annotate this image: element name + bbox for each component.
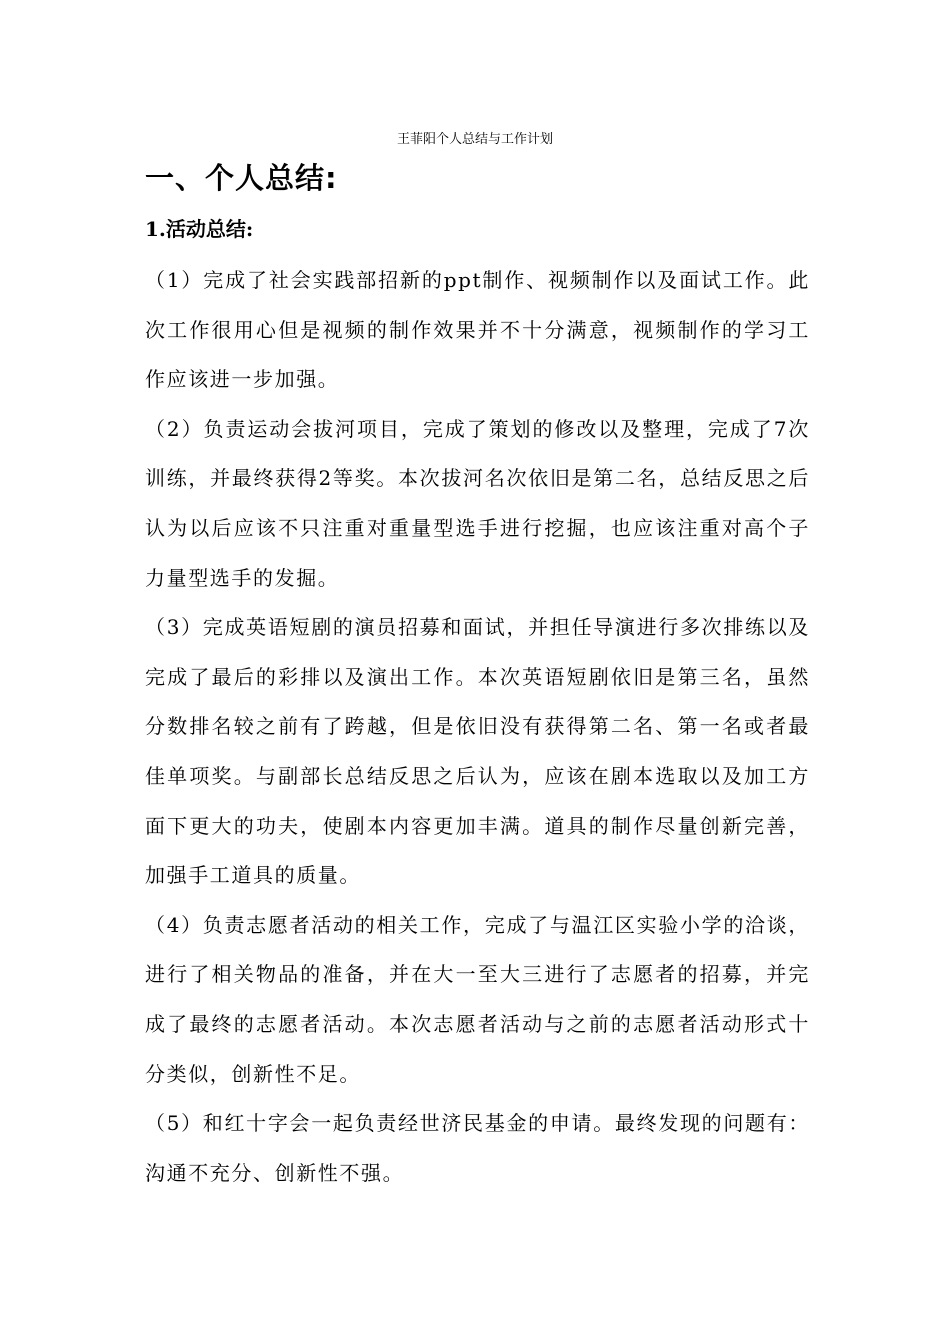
paragraph-3: （3）完成英语短剧的演员招募和面试，并担任导演进行多次排练以及完成了最后的彩排以及演出工作。本次英语短剧依旧是第三名，虽然分数排名较之前有了跨越，但是依旧没有获得第二名、第一名或者最佳单项奖。与副部长总结反思之后认为，应该在剧本选取以及加工方面下更大的功夫，使剧本内容更加丰满。道具的制作尽量创新完善，加强手工道具的质量。: [145, 615, 810, 888]
document-body: [145, 256, 810, 1198]
section-heading: 一、个人总结:: [145, 161, 338, 195]
paragraph-5: （5）和红十字会一起负责经世济民基金的申请。最终发现的问题有：沟通不充分、创新性不强。: [145, 1111, 810, 1185]
paragraph-4: （4）负责志愿者活动的相关工作，完成了与温江区实验小学的洽谈，进行了相关物品的准备，并在大一至大三进行了志愿者的招募，并完成了最终的志愿者活动。本次志愿者活动与之前的志愿者活动形式十分类似，创新性不足。: [145, 912, 810, 1086]
paragraph-1: （1）完成了社会实践部招新的ppt制作、视频制作以及面试工作。此次工作很用心但是视频的制作效果并不十分满意，视频制作的学习工作应该进一步加强。: [145, 268, 810, 392]
subsection-heading: 1.活动总结:: [145, 217, 254, 241]
page-header: 王菲阳个人总结与工作计划: [396, 132, 553, 147]
paragraph-2: （2）负责运动会拔河项目，完成了策划的修改以及整理，完成了7次训练，并最终获得2等奖。本次拔河名次依旧是第二名，总结反思之后认为以后应该不只注重对重量型选手进行挖掘，也应该注重对高个子力量型选手的发掘。: [145, 416, 810, 590]
